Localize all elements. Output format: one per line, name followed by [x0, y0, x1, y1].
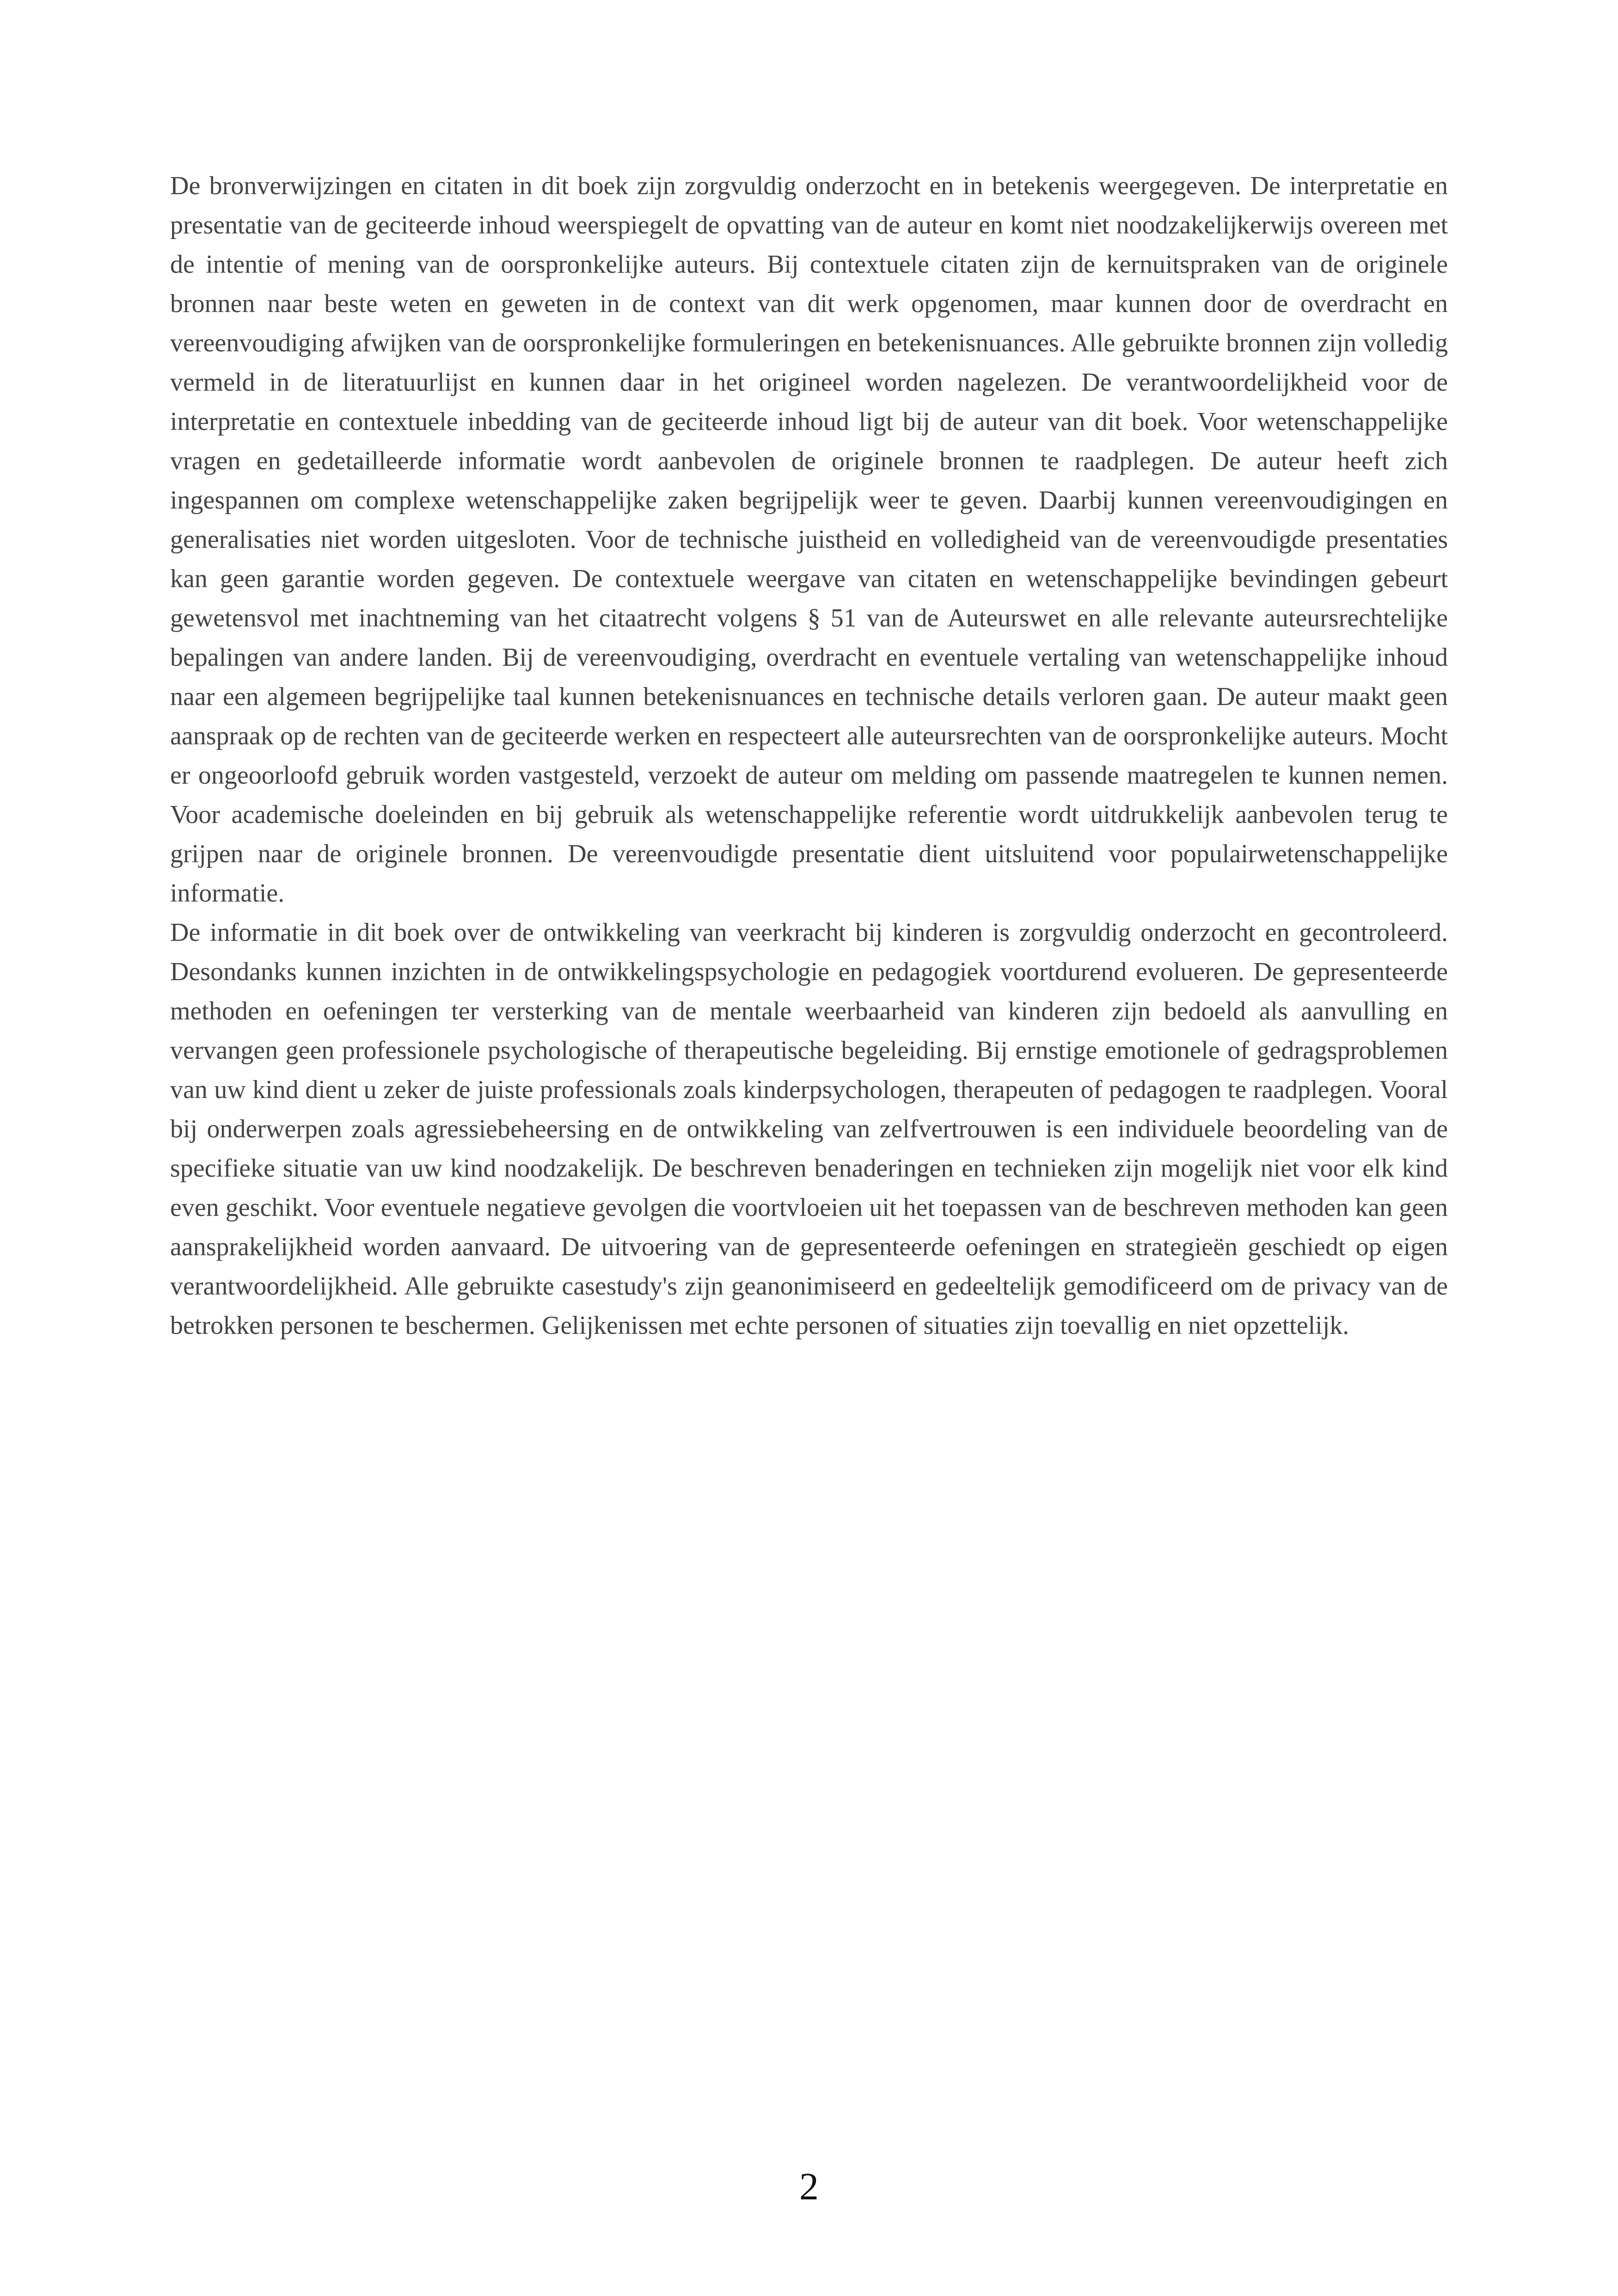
paragraph-resilience-disclaimer: De informatie in dit boek over de ontwikkeling van veerkracht bij kinderen is zorgvuldig onderzocht en gecontroleerd. Desondanks kunnen inzichten in de ontwikkelingspsychologie en pedagogiek voortdurend evolueren. De gepresenteerde methoden en oefeningen ter versterking van de mentale weerbaarheid van kinderen zijn bedoeld als aanvulling en vervangen geen professionele psychologische of therapeutische begeleiding. Bij ernstige emotionele of gedragsproblemen van uw kind dient u zeker de juiste professionals zoals kinderpsychologen, therapeuten of pedagogen te raadplegen. Vooral bij onderwerpen zoals agressiebeheersing en de ontwikkeling van zelfvertrouwen is een individuele beoordeling van de specifieke situatie van uw kind noodzakelijk. De beschreven benaderingen en technieken zijn mogelijk niet voor elk kind even geschikt. Voor eventuele negatieve gevolgen die voortvloeien uit het toepassen van de beschreven methoden kan geen aansprakelijkheid worden aanvaard. De uitvoering van de gepresenteerde oefeningen en strategieën geschiedt op eigen verantwoordelijkheid. Alle gebruikte casestudy's zijn geanonimiseerd en gedeeltelijk gemodificeerd om de privacy van de betrokken personen te beschermen. Gelijkenissen met echte personen of situaties zijn toevallig en niet opzettelijk.: [170, 918, 1448, 1340]
body-text: [170, 166, 1448, 1345]
page-number: 2: [799, 2165, 819, 2208]
paragraph-sources-disclaimer: De bronverwijzingen en citaten in dit boek zijn zorgvuldig onderzocht en in betekenis weergegeven. De interpretatie en presentatie van de geciteerde inhoud weerspiegelt de opvatting van de auteur en komt niet noodzakelijkerwijs overeen met de intentie of mening van de oorspronkelijke auteurs. Bij contextuele citaten zijn de kernuitspraken van de originele bronnen naar beste weten en geweten in de context van dit werk opgenomen, maar kunnen door de overdracht en vereenvoudiging afwijken van de oorspronkelijke formuleringen en betekenisnuances. Alle gebruikte bronnen zijn volledig vermeld in de literatuurlijst en kunnen daar in het origineel worden nagelezen. De verantwoordelijkheid voor de interpretatie en contextuele inbedding van de geciteerde inhoud ligt bij de auteur van dit boek. Voor wetenschappelijke vragen en gedetailleerde informatie wordt aanbevolen de originele bronnen te raadplegen. De auteur heeft zich ingespannen om complexe wetenschappelijke zaken begrijpelijk weer te geven. Daarbij kunnen vereenvoudigingen en generalisaties niet worden uitgesloten. Voor de technische juistheid en volledigheid van de vereenvoudigde presentaties kan geen garantie worden gegeven. De contextuele weergave van citaten en wetenschappelijke bevindingen gebeurt gewetensvol met inachtneming van het citaatrecht volgens § 51 van de Auteurswet en alle relevante auteursrechtelijke bepalingen van andere landen. Bij de vereenvoudiging, overdracht en eventuele vertaling van wetenschappelijke inhoud naar een algemeen begrijpelijke taal kunnen betekenisnuances en technische details verloren gaan. De auteur maakt geen aanspraak op de rechten van de geciteerde werken en respecteert alle auteursrechten van de oorspronkelijke auteurs. Mocht er ongeoorloofd gebruik worden vastgesteld, verzoekt de auteur om melding om passende maatregelen te kunnen nemen. Voor academische doeleinden en bij gebruik als wetenschappelijke referentie wordt uitdrukkelijk aanbevolen terug te grijpen naar de originele bronnen. De vereenvoudigde presentatie dient uitsluitend voor populairwetenschappelijke informatie.: [170, 172, 1448, 908]
